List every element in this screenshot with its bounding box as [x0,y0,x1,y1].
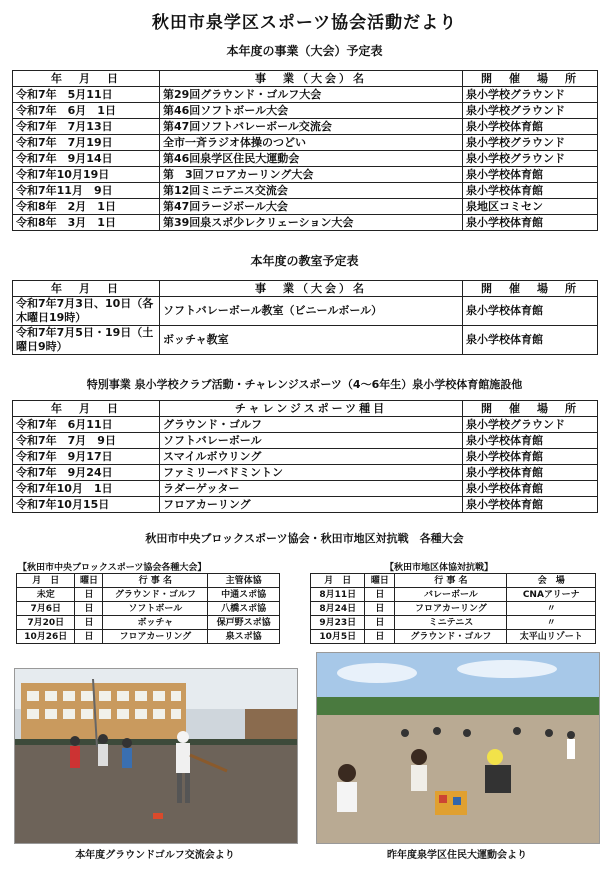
col-weekday: 曜日 [75,574,103,588]
table-row [13,465,598,481]
table-row [13,417,598,433]
col-event: 行 事 名 [103,574,208,588]
sportsday-photo [316,652,600,844]
table-cell: 泉小学校グラウンド [463,135,598,151]
col-date: 月 日 [311,574,365,588]
table-row [13,215,598,231]
col-date: 年 月 日 [13,71,160,87]
table-cell: 泉小学校体育館 [463,497,598,513]
table-cell: 8月24日 [311,602,365,616]
table-cell: 日 [75,588,103,602]
table-cell: ソフトバレーボール [160,433,463,449]
table-cell: 10月5日 [311,630,365,644]
table-cell: 泉小学校体育館 [463,215,598,231]
table-cell: 第47回ラージボール大会 [160,199,463,215]
table-cell: 令和7年 7月 9日 [13,433,160,449]
col-date: 月 日 [17,574,75,588]
col-date: 年 月 日 [13,401,160,417]
table-cell: 令和7年11月 9日 [13,183,160,199]
table-cell: 泉スポ協 [208,630,280,644]
table-cell: 令和7年 5月11日 [13,87,160,103]
table-cell: CNAアリーナ [507,588,596,602]
table-cell: ファミリーバドミントン [160,465,463,481]
table-cell: 令和7年 9月24日 [13,465,160,481]
table-cell: 令和7年 7月19日 [13,135,160,151]
table-cell: 泉小学校体育館 [463,465,598,481]
table-row [311,602,596,616]
section3-heading: 特別事業 泉小学校クラブ活動・チャレンジスポーツ（4～6年生）泉小学校体育館施設他 [86,378,523,391]
col-event: 行 事 名 [395,574,507,588]
table-cell: 9月23日 [311,616,365,630]
table-cell: グラウンド・ゴルフ [160,417,463,433]
table-row [13,297,598,326]
page-title: 秋田市泉学区スポーツ協会活動だより [151,13,458,33]
table-cell: ソフトボール [103,602,208,616]
col-place: 開 催 場 所 [463,401,598,417]
table-cell: 〃 [507,602,596,616]
table-cell: 第29回グラウンド・ゴルフ大会 [160,87,463,103]
table-cell: 八橋スポ協 [208,602,280,616]
table-cell: ラダーゲッター [160,481,463,497]
groundgolf-photo [14,668,298,844]
table-cell: 第47回ソフトバレーボール交流会 [160,119,463,135]
table-cell: 令和7年7月3日、10日（各木曜日19時） [13,297,160,326]
table-cell: 令和7年10月15日 [13,497,160,513]
table-cell: フロアカーリング [395,602,507,616]
challenge-table [12,400,598,513]
table-cell: 令和7年 7月13日 [13,119,160,135]
col-event: 事 業（大会）名 [160,281,463,297]
table-row [13,433,598,449]
col-place: 開 催 場 所 [463,281,598,297]
table-row [13,87,598,103]
block-caption: 【秋田市中央ブロックスポーツ協会各種大会】 [18,563,207,573]
table-cell: 第 3回フロアカーリング大会 [160,167,463,183]
section2-heading: 本年度の教室予定表 [250,254,359,268]
district-table [310,573,596,644]
table-row [13,103,598,119]
table-cell: 泉小学校グラウンド [463,103,598,119]
table-cell: 日 [365,602,395,616]
events-table [12,70,598,231]
table-cell: 第12回ミニテニス交流会 [160,183,463,199]
table-row [311,588,596,602]
table-row [13,481,598,497]
table-cell: 〃 [507,616,596,630]
table-cell: 令和7年7月5日・19日（土曜日9時） [13,326,160,355]
table-cell: 全市一斉ラジオ体操のつどい [160,135,463,151]
table-row [311,630,596,644]
table-cell: グラウンド・ゴルフ [103,588,208,602]
table-cell: 第46回泉学区住民大運動会 [160,151,463,167]
table-cell: グラウンド・ゴルフ [395,630,507,644]
table-cell: 日 [365,630,395,644]
table-cell: 泉小学校体育館 [463,119,598,135]
table-cell: ボッチャ [103,616,208,630]
table-row [13,135,598,151]
table-cell: 泉地区コミセン [463,199,598,215]
table-cell: 太平山リゾート [507,630,596,644]
table-cell: 日 [75,630,103,644]
col-event: 事 業（大会）名 [160,71,463,87]
table-cell: 令和8年 3月 1日 [13,215,160,231]
table-cell: 泉小学校体育館 [463,297,598,326]
table-cell: 令和8年 2月 1日 [13,199,160,215]
table-row [13,199,598,215]
table-cell: 泉小学校体育館 [463,326,598,355]
section1-heading: 本年度の事業（大会）予定表 [226,44,383,58]
table-row [17,616,280,630]
table-row [13,151,598,167]
groundgolf-caption: 本年度グラウンドゴルフ交流会より [75,850,235,861]
table-cell: 未定 [17,588,75,602]
table-cell: 日 [75,602,103,616]
col-date: 年 月 日 [13,281,160,297]
table-cell: 令和7年 6月 1日 [13,103,160,119]
table-cell: フロアカーリング [103,630,208,644]
table-row [13,119,598,135]
col-sport: チャレンジスポーツ種目 [160,401,463,417]
table-cell: 中通スポ協 [208,588,280,602]
table-cell: フロアカーリング [160,497,463,513]
table-cell: 泉小学校グラウンド [463,417,598,433]
table-cell: ソフトバレーボール教室（ビニールボール） [160,297,463,326]
table-row [17,588,280,602]
table-cell: 7月20日 [17,616,75,630]
table-cell: 令和7年10月19日 [13,167,160,183]
table-cell: スマイルボウリング [160,449,463,465]
table-row [13,183,598,199]
col-place: 開 催 場 所 [463,71,598,87]
table-row [13,449,598,465]
col-weekday: 曜日 [365,574,395,588]
table-cell: 泉小学校グラウンド [463,87,598,103]
table-row [311,616,596,630]
table-cell: 10月26日 [17,630,75,644]
table-row [13,497,598,513]
table-cell: 令和7年10月 1日 [13,481,160,497]
section4-heading: 秋田市中央ブロックスポーツ協会・秋田市地区対抗戦 各種大会 [145,532,464,545]
table-cell: 8月11日 [311,588,365,602]
table-cell: ミニテニス [395,616,507,630]
table-cell: 泉小学校体育館 [463,433,598,449]
table-cell: 泉小学校体育館 [463,449,598,465]
table-row [17,630,280,644]
table-cell: 泉小学校体育館 [463,481,598,497]
classes-table [12,280,598,355]
table-cell: 7月6日 [17,602,75,616]
table-cell: 令和7年 9月17日 [13,449,160,465]
table-cell: 令和7年 9月14日 [13,151,160,167]
table-cell: 日 [365,588,395,602]
table-cell: 泉小学校体育館 [463,183,598,199]
table-cell: 第39回泉スポ少レクリェーション大会 [160,215,463,231]
table-cell: 日 [75,616,103,630]
district-caption: 【秋田市地区体協対抗戦】 [385,563,494,573]
table-cell: 令和7年 6月11日 [13,417,160,433]
col-venue: 会 場 [507,574,596,588]
table-cell: バレーボール [395,588,507,602]
col-host: 主管体協 [208,574,280,588]
table-row [13,167,598,183]
table-cell: ボッチャ教室 [160,326,463,355]
table-cell: 泉小学校グラウンド [463,151,598,167]
table-row [17,602,280,616]
sportsday-caption: 昨年度泉学区住民大運動会より [387,850,527,861]
table-row [13,326,598,355]
table-cell: 第46回ソフトボール大会 [160,103,463,119]
table-cell: 泉小学校体育館 [463,167,598,183]
table-cell: 日 [365,616,395,630]
block-table [16,573,280,644]
table-cell: 保戸野スポ協 [208,616,280,630]
